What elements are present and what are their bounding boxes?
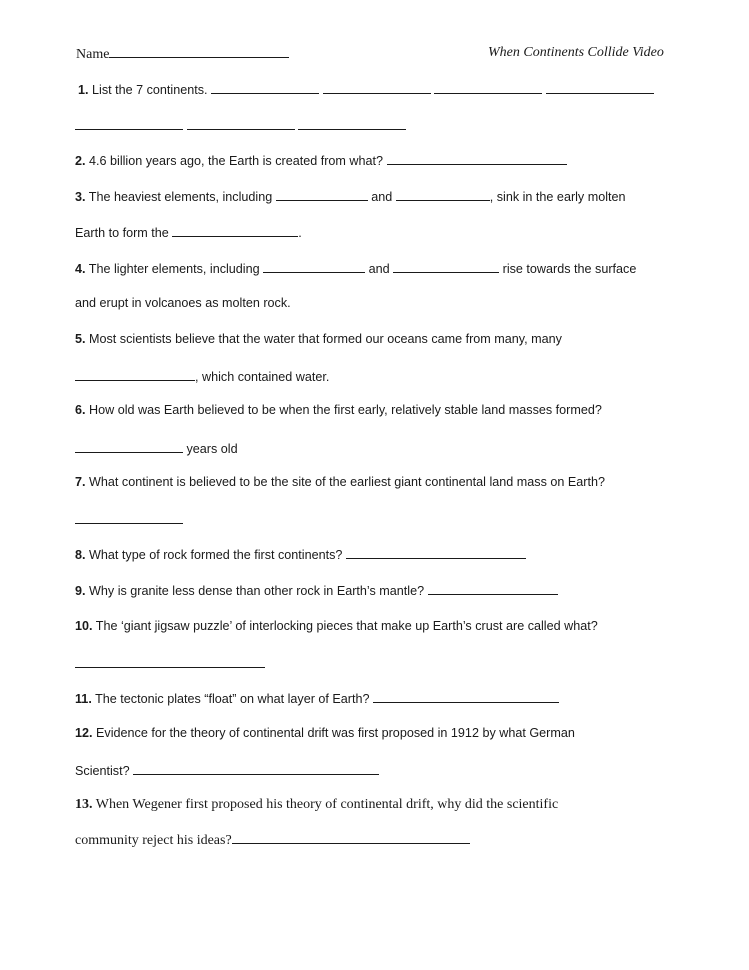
question-9 [75, 582, 558, 598]
question-number: 13. [75, 797, 93, 812]
question-text: . [298, 226, 302, 240]
answer-blank[interactable] [263, 260, 365, 273]
question-text: List the 7 continents. [92, 83, 208, 97]
question-8 [75, 546, 526, 562]
question-12-continued [75, 762, 379, 778]
answer-blank[interactable] [75, 655, 265, 668]
answer-blank[interactable] [387, 152, 567, 165]
answer-blank[interactable] [133, 762, 379, 775]
question-text: and [371, 190, 393, 204]
answer-blank[interactable] [434, 81, 542, 94]
answer-blank[interactable] [396, 188, 490, 201]
question-1-blanks-row [75, 117, 406, 133]
question-number: 12. [75, 726, 93, 740]
answer-blank[interactable] [546, 81, 654, 94]
question-5 [75, 332, 562, 346]
question-text: When Wegener first proposed his theory of continental drift, why did the scientific [95, 797, 559, 812]
question-text: and [368, 262, 390, 276]
question-number: 5. [75, 332, 86, 346]
name-blank[interactable] [109, 45, 289, 58]
question-11 [75, 690, 559, 706]
answer-blank[interactable] [346, 546, 526, 559]
question-number: 11. [75, 692, 92, 706]
question-number: 10. [75, 619, 93, 633]
question-text: Scientist? [75, 764, 130, 778]
question-text: What type of rock formed the first continents? [89, 548, 343, 562]
question-7 [75, 475, 605, 489]
question-4 [75, 260, 636, 276]
question-number: 9. [75, 584, 86, 598]
question-6 [75, 403, 602, 417]
question-13 [75, 797, 558, 813]
question-text: years old [186, 442, 238, 456]
answer-blank[interactable] [373, 690, 559, 703]
question-number: 6. [75, 403, 86, 417]
answer-blank[interactable] [75, 511, 183, 524]
question-text: The tectonic plates “float” on what layer of Earth? [95, 692, 370, 706]
question-10 [75, 619, 598, 633]
question-text: Evidence for the theory of continental drift was first proposed in 1912 by what German [96, 726, 575, 740]
answer-blank[interactable] [276, 188, 368, 201]
question-text: Most scientists believe that the water that formed our oceans came from many, many [89, 332, 562, 346]
question-3-continued [75, 224, 302, 240]
question-10-blank-row [75, 655, 265, 671]
question-text: rise towards the surface [502, 262, 637, 276]
question-text: 4.6 billion years ago, the Earth is created from what? [89, 154, 384, 168]
question-2 [75, 152, 567, 168]
question-1 [78, 81, 654, 97]
worksheet-title: When Continents Collide Video [488, 45, 664, 60]
question-text: Earth to form the [75, 226, 169, 240]
answer-blank[interactable] [187, 117, 295, 130]
question-number: 4. [75, 262, 86, 276]
question-text: Why is granite less dense than other rock in Earth’s mantle? [89, 584, 425, 598]
answer-blank[interactable] [75, 117, 183, 130]
question-text: What continent is believed to be the site of the earliest giant continental land mass on Earth? [89, 475, 605, 489]
question-6-continued [75, 440, 238, 456]
answer-blank[interactable] [428, 582, 558, 595]
question-13-continued [75, 831, 470, 849]
question-5-continued [75, 368, 329, 384]
question-3 [75, 188, 626, 204]
answer-blank[interactable] [323, 81, 431, 94]
question-4-continued: and erupt in volcanoes as molten rock. [75, 296, 291, 310]
answer-blank[interactable] [172, 224, 298, 237]
question-text: The heaviest elements, including [88, 190, 273, 204]
question-7-blank-row [75, 511, 183, 527]
question-text: , sink in the early molten [489, 190, 626, 204]
question-number: 8. [75, 548, 86, 562]
question-text: , which contained water. [195, 370, 330, 384]
name-label: Name [76, 47, 110, 62]
question-number: 3. [75, 190, 86, 204]
answer-blank[interactable] [211, 81, 319, 94]
answer-blank[interactable] [75, 368, 195, 381]
question-text: How old was Earth believed to be when the first early, relatively stable land masses formed? [89, 403, 602, 417]
question-number: 7. [75, 475, 86, 489]
answer-blank[interactable] [298, 117, 406, 130]
answer-blank[interactable] [232, 831, 470, 844]
question-number: 1. [78, 83, 89, 97]
question-12 [75, 726, 575, 740]
answer-blank[interactable] [393, 260, 499, 273]
question-text: community reject his ideas? [75, 833, 232, 848]
answer-blank[interactable] [75, 440, 183, 453]
name-row [76, 45, 289, 63]
question-text: The lighter elements, including [88, 262, 260, 276]
question-text: The ‘giant jigsaw puzzle’ of interlocking pieces that make up Earth’s crust are called what? [95, 619, 598, 633]
question-number: 2. [75, 154, 86, 168]
